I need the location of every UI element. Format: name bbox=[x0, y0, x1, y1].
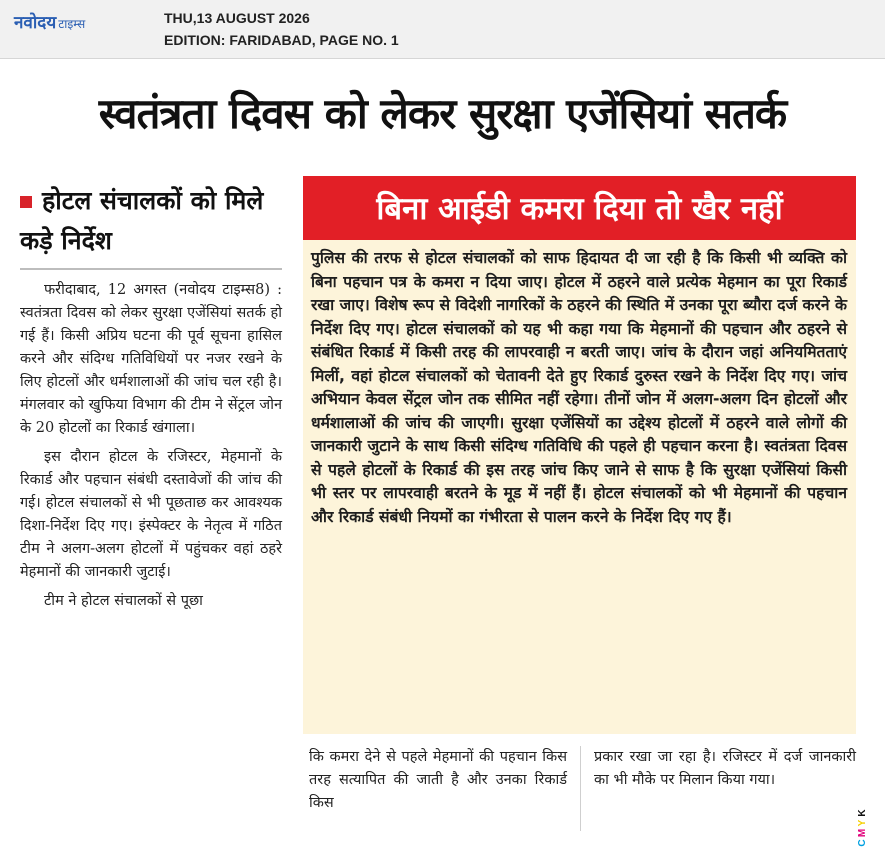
continuation-column-3: प्रकार रखा जा रहा है। रजिस्टर में दर्ज जानकारी का भी मौके पर मिलान किया गया। bbox=[594, 749, 856, 788]
left-story-paragraph: टीम ने होटल संचालकों से पूछा bbox=[44, 593, 203, 609]
newspaper-logo[interactable] bbox=[14, 10, 85, 33]
column-divider bbox=[580, 746, 581, 831]
cmyk-letter-y: Y bbox=[857, 819, 868, 827]
box-story-banner-text: बिना आईडी कमरा दिया तो खैर नहीं bbox=[376, 191, 783, 227]
logo-sub-text: टाइम्स bbox=[58, 17, 86, 31]
masthead-bar bbox=[0, 0, 885, 59]
box-story-body: पुलिस की तरफ से होटल संचालकों को साफ हिदायत दी जा रही है कि किसी भी व्यक्ति को बिना पहचान पत्र के कमरा न दिया जाए। होटल में ठहरने वाले प्रत्येक मेहमान का पूरा रिकार्ड रखा जाए। विशेष रूप से विदेशी नागरिकों के ठहरने की स्थिति में उनका पूरा ब्यौरा दर्ज करने के निर्देश दिए गए। होटल संचालकों को यह भी कहा गया कि मेहमानों की पहचान और ठहरने से संबंधित रिकार्ड में किसी तरह की लापरवाही न बरती जाए। जांच के दौरान जहां अनियमितताएं मिलीं, वहां होटल संचालकों को चेतावनी देते हुए रिकार्ड दुरुस्त रखने के निर्देश दिए गए। जांच अभियान केवल सेंट्रल जोन तक सीमित नहीं रहेगा। तीनों जोन में अलग-अलग दिन होटलों और धर्मशालाओं की जांच की जाएगी। सुरक्षा एजेंसियों का उद्देश्य होटलों में ठहरने वाले लोगों की जानकारी जुटाने के साथ किसी संदिग्ध गतिविधि की पहले ही पहचान करना है। स्वतंत्रता दिवस से पहले होटलों के रिकार्ड की इस तरह जांच किए जाने से साफ है कि सुरक्षा एजेंसियां किसी भी स्तर पर लापरवाही बरतने के मूड में नहीं हैं। होटल संचालकों को भी मेहमानों की पहचान और रिकार्ड संबंधी नियमों का गंभीरता से पालन करने के निर्देश दिए गए हैं। bbox=[311, 249, 847, 526]
cmyk-print-mark bbox=[858, 808, 876, 852]
left-story-body bbox=[20, 279, 282, 619]
box-story-banner bbox=[303, 176, 856, 240]
cmyk-letter-c: C bbox=[857, 839, 868, 847]
heading-divider bbox=[20, 268, 282, 270]
cmyk-letter-m: M bbox=[857, 828, 868, 838]
logo-main-text: नवोदय bbox=[14, 13, 57, 33]
edition-info bbox=[164, 7, 399, 51]
left-story-heading-text: होटल संचालकों को मिले कड़े निर्देश bbox=[20, 186, 264, 255]
main-headline: स्वतंत्रता दिवस को लेकर सुरक्षा एजेंसियां सतर्क bbox=[98, 89, 787, 138]
continuation-column-2: कि कमरा देने से पहले मेहमानों की पहचान किस तरह सत्यापित की जाती है और उनका रिकार्ड किस bbox=[309, 749, 567, 811]
red-bullet-icon bbox=[20, 196, 32, 208]
edition-page: EDITION: FARIDABAD, PAGE NO. 1 bbox=[164, 32, 399, 48]
left-story-paragraph: इस दौरान होटल के रजिस्टर, मेहमानों के रिकार्ड और पहचान संबंधी दस्तावेजों की जांच की गई। होटल संचालकों से भी पूछताछ कर आवश्यक दिशा-निर्देश दिए गए। इंस्पेक्टर के नेतृत्व में गठित टीम ने अलग-अलग होटलों में पहुंचकर वहां ठहरे मेहमानों की जानकारी जुटाई। bbox=[20, 449, 282, 580]
issue-date: THU,13 AUGUST 2026 bbox=[164, 10, 310, 26]
left-story-paragraph: फरीदाबाद, 12 अगस्त (नवोदय टाइम्स8) : स्वतंत्रता दिवस को लेकर सुरक्षा एजेंसियां सतर्क हो गई हैं। किसी अप्रिय घटना की पूर्व सूचना हासिल करने और संदिग्ध गतिविधियों पर नजर रखने के लिए होटलों और धर्मशालाओं की जांच चल रही है। मंगलवार को खुफिया विभाग की टीम ने सेंट्रल जोन के 20 होटलों का रिकार्ड खंगाला। bbox=[20, 282, 282, 436]
cmyk-letter-k: K bbox=[857, 809, 868, 817]
left-story-heading bbox=[20, 181, 282, 261]
